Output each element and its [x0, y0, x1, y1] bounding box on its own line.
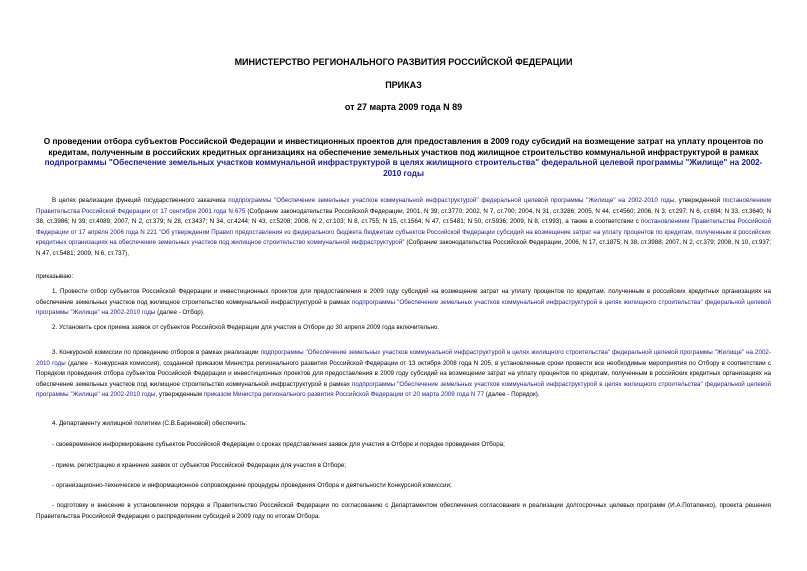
- intro-text-4: (Собрание законодательства Российской Федерации, 2006, N 17, ст.1875; N 38, ст.3988; 2007, N 2, ст.379; 2008, N 10, ст.937; N 47, ст.5481; 2009, N 6, ст.737),: [36, 239, 771, 257]
- item-3-text-4: (далее - Порядок).: [484, 391, 540, 398]
- order-word: приказываю:: [36, 273, 74, 280]
- item-3-text-3: , утвержденным: [155, 391, 204, 398]
- item-3-text-1: 3. Конкурсной комиссии по проведению отборов в рамках реализации: [52, 349, 261, 356]
- intro-text-3: (Собрание законодательства Российской Федерации, 2001, N 39, ст.3770; 2002, N 7, ст.700; 2004, N 31, ст.3286; 2005, N 44, ст.4560; 2006, N 3, ст.297; N 6, ст.694; N 33, ст.3640; N 38, ст.3986; N 39, ст.4089; 2007, N 2, ст.379; N 28, ст.3437; N 34, ст.4244; N 43, ст.5208; 2008, N 2, ст.103; N 8, ст.755; N 15, ст.1564; N 47, ст.5481; N 50, ст.5936; 2009, N 8, ст.993), а также в соответствии с: [36, 207, 771, 225]
- item-3-text-2: (далее - Конкурсная комиссия), созданной приказом Министра регионального развития Российской Федерации от 13 октября 2008 года N 205, в установленные сроки провести все необходимые мероприятия по Отбору в соответствии с Порядком проведения отбора субъектов Российской Федерации и инвестиционных проектов для предоставления в 2009 году субсидий на возмещение затрат на уплату процентов по кредитам, полученным в российских кредитных организациях на обеспечение земельных участков под жилищное строительство коммунальной инфраструктурой в рамках: [36, 359, 771, 388]
- bullet-item: - организационно-техническое и информационное сопровождение процедуры проведения Отбора и деятельности Конкурсной комиссии;: [52, 482, 452, 489]
- item-1-text-1: 1. Провести отбор субъектов Российской Федерации и инвестиционных проектов для предоставления в 2009 году субсидий на возмещение затрат на уплату процентов по кредитам, полученным в российских кредитных организациях на обеспечение земельных участков под жилищное строительство коммунальной инфраструктурой в рамках: [36, 288, 771, 306]
- date-number-heading: от 27 марта 2009 года N 89: [344, 102, 463, 112]
- intro-text-1: В целях реализации функций государственного заказчика: [52, 197, 229, 204]
- title-program-link[interactable]: подпрограммы "Обеспечение земельных участков коммунальной инфраструктурой в целях жилищного строительства" федеральной целевой программы "Жилище" на 2002-2010 годы: [44, 158, 763, 178]
- item-3-link-order-77[interactable]: приказом Министра регионального развития Российской Федерации от 20 марта 2009 года N 77: [203, 391, 485, 398]
- item-1-text-2: (далее - Отбор).: [155, 309, 205, 316]
- title-text: О проведении отбора субъектов Российской Федерации и инвестиционных проектов для предоставления в 2009 году субсидий на возмещение затрат на уплату процентов по кредитам, полученным в российских кредитных организациях на обеспечение земельных участков под жилищное строительство коммунальной инфраструктурой в рамках: [43, 137, 764, 157]
- bullet-item: - прием, регистрацию и хранение заявок от субъектов Российской Федерации для участия в Отборе;: [52, 462, 347, 469]
- item-3-link-subprogram-a[interactable]: подпрограммы "Обеспечение земельных участков коммунальной инфраструктурой в целях жилищного строительства" федеральной целевой программы "Жилище" на 2002-2010 годы: [36, 349, 771, 367]
- bullet-item: - подготовку и внесение в установленном порядке в Правительство Российской Федерации по согласованию с Департаментом обеспечения согласования и реализации долгосрочных целевых программ (И.А.Потапенко), проекта решения Правительства Российской Федерации о распределении субсидий в 2009 году по итогам Отбора.: [36, 502, 771, 520]
- document-title: [36, 137, 771, 179]
- intro-paragraph: [36, 196, 771, 259]
- item-3-link-subprogram-b[interactable]: подпрограммы "Обеспечение земельных участков коммунальной инфраструктурой в целях жилищного строительства" федеральной целевой программы "Жилище" на 2002-2010 годы: [36, 380, 771, 398]
- item-1-paragraph: [36, 287, 771, 319]
- bullet-item: - своевременное информирование субъектов Российской Федерации о сроках представления заявок для участия в Отборе и порядке проведения Отбора;: [52, 441, 505, 448]
- item-3-paragraph: [36, 348, 771, 401]
- doc-type-heading: ПРИКАЗ: [385, 80, 422, 90]
- item-1-link-subprogram[interactable]: подпрограммы "Обеспечение земельных участков коммунальной инфраструктурой в целях жилищного строительства" федеральной целевой программы "Жилище" на 2002-2010 годы: [36, 298, 771, 316]
- intro-link-subprogram[interactable]: подпрограммы "Обеспечение земельных участков коммунальной инфраструктурой" федеральной целевой программы "Жилище" на 2002-2010 годы: [228, 197, 675, 204]
- ministry-heading: МИНИСТЕРСТВО РЕГИОНАЛЬНОГО РАЗВИТИЯ РОССИЙСКОЙ ФЕДЕРАЦИИ: [234, 57, 573, 67]
- intro-link-decree-221[interactable]: постановлением Правительства Российской Федерации от 17 апреля 2006 года N 221 "Об утверждении Правил предоставления из федерального бюджета бюджетам субъектов Российской Федерации субсидий на возмещение затрат на уплату процентов по кредитам, полученным в российских кредитных организациях на обеспечение земельных участков под жилищное строительство коммунальной инфраструктурой": [36, 218, 771, 246]
- item-4-paragraph: 4. Департаменту жилищной политики (С.В.Бариновой) обеспечить:: [52, 420, 248, 427]
- item-2-paragraph: 2. Установить срок приема заявок от субъектов Российской Федерации для участия в Отборе до 30 апреля 2009 года включительно.: [52, 324, 440, 331]
- intro-link-decree-675[interactable]: постановлением Правительства Российской Федерации от 17 сентября 2001 года N 675: [36, 197, 771, 215]
- intro-text-2: , утвержденной: [674, 197, 723, 204]
